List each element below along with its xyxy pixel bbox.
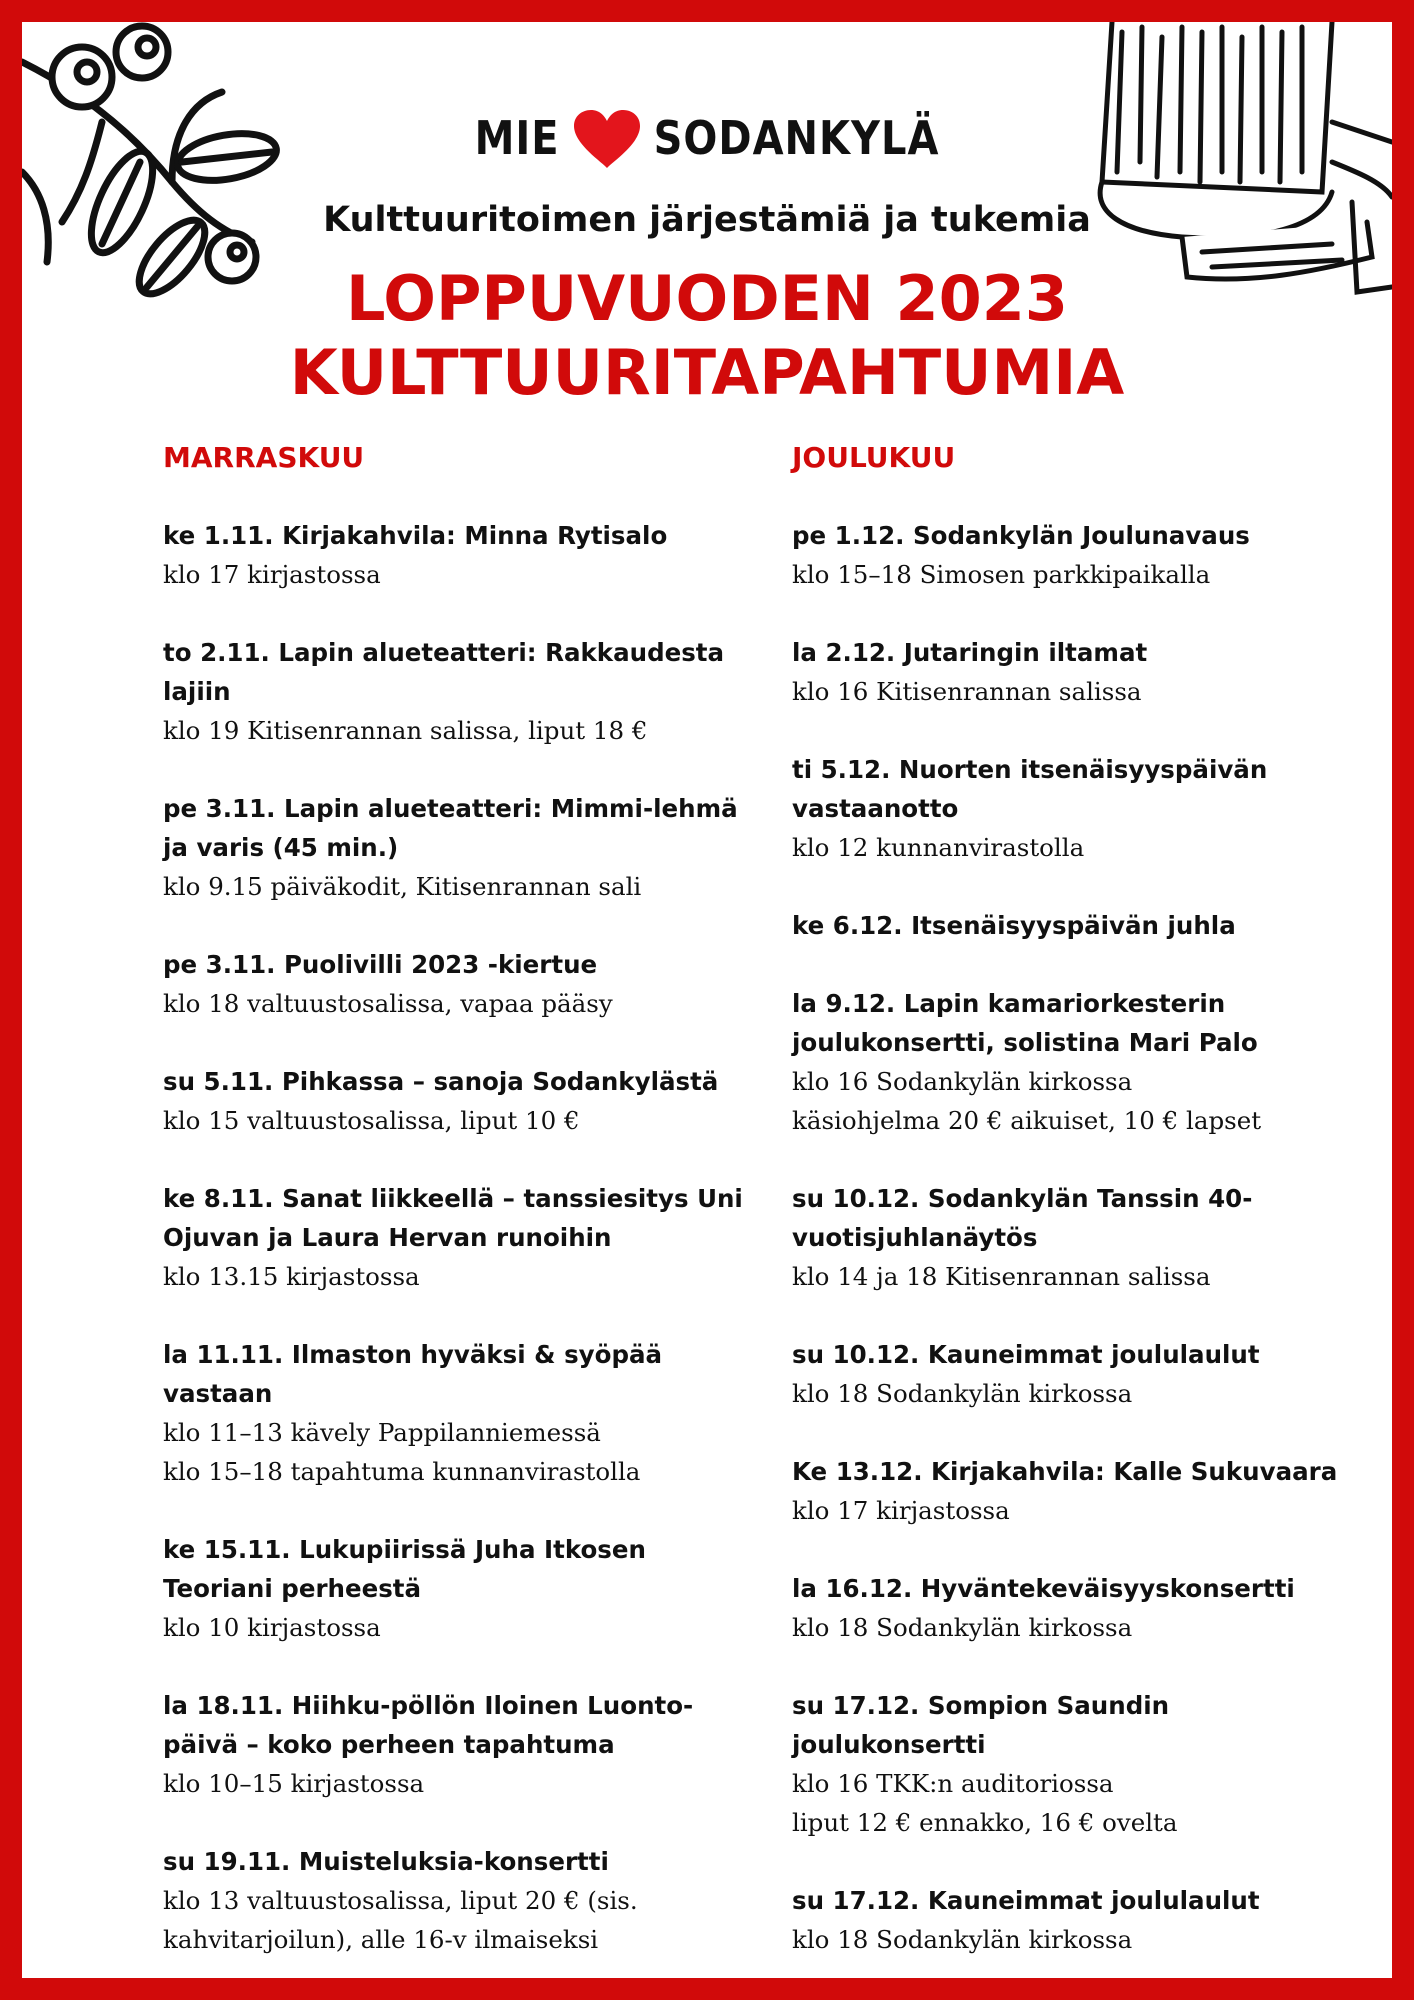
event-detail: klo 9.15 päiväkodit, Kitisenrannan sali	[163, 872, 642, 901]
event-item	[163, 1062, 743, 1140]
event-item	[163, 1179, 743, 1296]
event-item	[792, 1335, 1352, 1413]
event-title: Ke 13.12. Kirjakahvila: Kalle Sukuvaara	[792, 1457, 1338, 1486]
event-title: pe 1.12. Sodankylän Joulunavaus	[792, 521, 1250, 550]
event-detail: käsiohjelma 20 € aikuiset, 10 € lapset	[792, 1106, 1262, 1135]
subtitle: Kulttuuritoimen järjestämiä ja tukemia	[323, 200, 1091, 240]
event-detail: klo 13 valtuustosalissa, liput 20 € (sis. kahvitarjoilun), alle 16-v ilmaiseksi	[163, 1886, 638, 1954]
event-item	[163, 1842, 743, 1959]
event-title: ke 1.11. Kirjakahvila: Minna Rytisalo	[163, 521, 668, 550]
event-detail: klo 15–18 Simosen parkkipaikalla	[792, 560, 1211, 589]
event-item	[792, 1179, 1352, 1296]
event-detail: klo 17 kirjastossa	[163, 560, 381, 589]
event-detail: klo 12 kunnanvirastolla	[792, 833, 1085, 862]
event-detail: klo 18 Sodankylän kirkossa	[792, 1613, 1133, 1642]
event-detail: klo 16 Kitisenrannan salissa	[792, 677, 1142, 706]
event-item	[792, 906, 1352, 945]
event-item	[792, 1452, 1352, 1530]
event-title: ke 6.12. Itsenäisyyspäivän juhla	[792, 911, 1236, 940]
month-heading-december: JOULUKUU	[792, 441, 956, 474]
event-item	[792, 516, 1352, 594]
event-title: su 10.12. Sodankylän Tanssin 40-vuotisjuhlanäytös	[792, 1184, 1253, 1252]
event-title: pe 3.11. Puolivilli 2023 -kiertue	[163, 950, 598, 979]
logo	[22, 108, 1392, 170]
event-item	[163, 633, 743, 750]
event-title: la 11.11. Ilmaston hyväksi & syöpää vastaan	[163, 1340, 663, 1408]
event-title: pe 3.11. Lapin alueteatteri: Mimmi-lehmä ja varis (45 min.)	[163, 794, 738, 862]
event-item	[163, 1335, 743, 1491]
event-detail: klo 16 TKK:n auditoriossa	[792, 1769, 1114, 1798]
event-detail: liput 12 € ennakko, 16 € ovelta	[792, 1808, 1178, 1837]
event-title: ti 5.12. Nuorten itsenäisyyspäivän vastaanotto	[792, 755, 1268, 823]
event-detail: klo 10 kirjastossa	[163, 1613, 381, 1642]
event-item	[163, 516, 743, 594]
event-detail: klo 16 Sodankylän kirkossa	[792, 1067, 1133, 1096]
logo-word-left: MIE	[474, 112, 560, 166]
december-column	[792, 438, 1352, 1998]
event-detail: klo 11–13 kävely Pappilanniemessä	[163, 1418, 601, 1447]
heart-icon	[572, 108, 642, 170]
page-title	[22, 262, 1392, 410]
event-item	[163, 1530, 743, 1647]
event-title: la 18.11. Hiihku-pöllön Iloinen Luonto-päivä – koko perheen tapahtuma	[163, 1691, 694, 1759]
event-title: su 10.12. Kauneimmat joululaulut	[792, 1340, 1260, 1369]
event-detail: klo 18 Sodankylän kirkossa	[792, 1925, 1133, 1954]
event-title: to 2.11. Lapin alueteatteri: Rakkaudesta lajiin	[163, 638, 725, 706]
november-column	[163, 438, 743, 1998]
event-item	[792, 1686, 1352, 1842]
event-title: su 17.12. Kauneimmat joululaulut	[792, 1886, 1260, 1915]
event-detail: klo 18 valtuustosalissa, vapaa pääsy	[163, 989, 613, 1018]
event-item	[792, 984, 1352, 1140]
event-detail: klo 18 Sodankylän kirkossa	[792, 1379, 1133, 1408]
event-detail: klo 10–15 kirjastossa	[163, 1769, 425, 1798]
event-item	[792, 750, 1352, 867]
event-title: ke 15.11. Lukupiirissä Juha Itkosen Teoriani perheestä	[163, 1535, 646, 1603]
event-item	[792, 1881, 1352, 1959]
event-title: la 16.12. Hyväntekeväisyyskonsertti	[792, 1574, 1295, 1603]
event-title: su 5.11. Pihkassa – sanoja Sodankylästä	[163, 1067, 719, 1096]
event-detail: klo 17 kirjastossa	[792, 1496, 1010, 1525]
event-detail: klo 15 valtuustosalissa, liput 10 €	[163, 1106, 580, 1135]
logo-word-right: SODANKYLÄ	[653, 112, 940, 166]
event-title: la 2.12. Jutaringin iltamat	[792, 638, 1148, 667]
event-item	[792, 633, 1352, 711]
event-title: ke 8.11. Sanat liikkeellä – tanssiesitys Uni Ojuvan ja Laura Hervan runoihin	[163, 1184, 743, 1252]
event-item	[163, 945, 743, 1023]
event-title: su 19.11. Muisteluksia-konsertti	[163, 1847, 609, 1876]
month-heading-november: MARRASKUU	[163, 441, 365, 474]
title-line-2: KULTTUURITAPAHTUMIA	[289, 336, 1125, 409]
event-detail: klo 14 ja 18 Kitisenrannan salissa	[792, 1262, 1211, 1291]
event-title: la 9.12. Lapin kamariorkesterin joulukonsertti, solistina Mari Palo	[792, 989, 1258, 1057]
event-item	[163, 1686, 743, 1803]
event-detail: klo 15–18 tapahtuma kunnanvirastolla	[163, 1457, 641, 1486]
event-item	[163, 789, 743, 906]
event-detail: klo 19 Kitisenrannan salissa, liput 18 €	[163, 716, 648, 745]
event-item	[792, 1569, 1352, 1647]
event-detail: klo 13.15 kirjastossa	[163, 1262, 420, 1291]
event-title: su 17.12. Sompion Saundin joulukonsertti	[792, 1691, 1170, 1759]
title-line-1: LOPPUVUODEN 2023	[345, 262, 1069, 335]
